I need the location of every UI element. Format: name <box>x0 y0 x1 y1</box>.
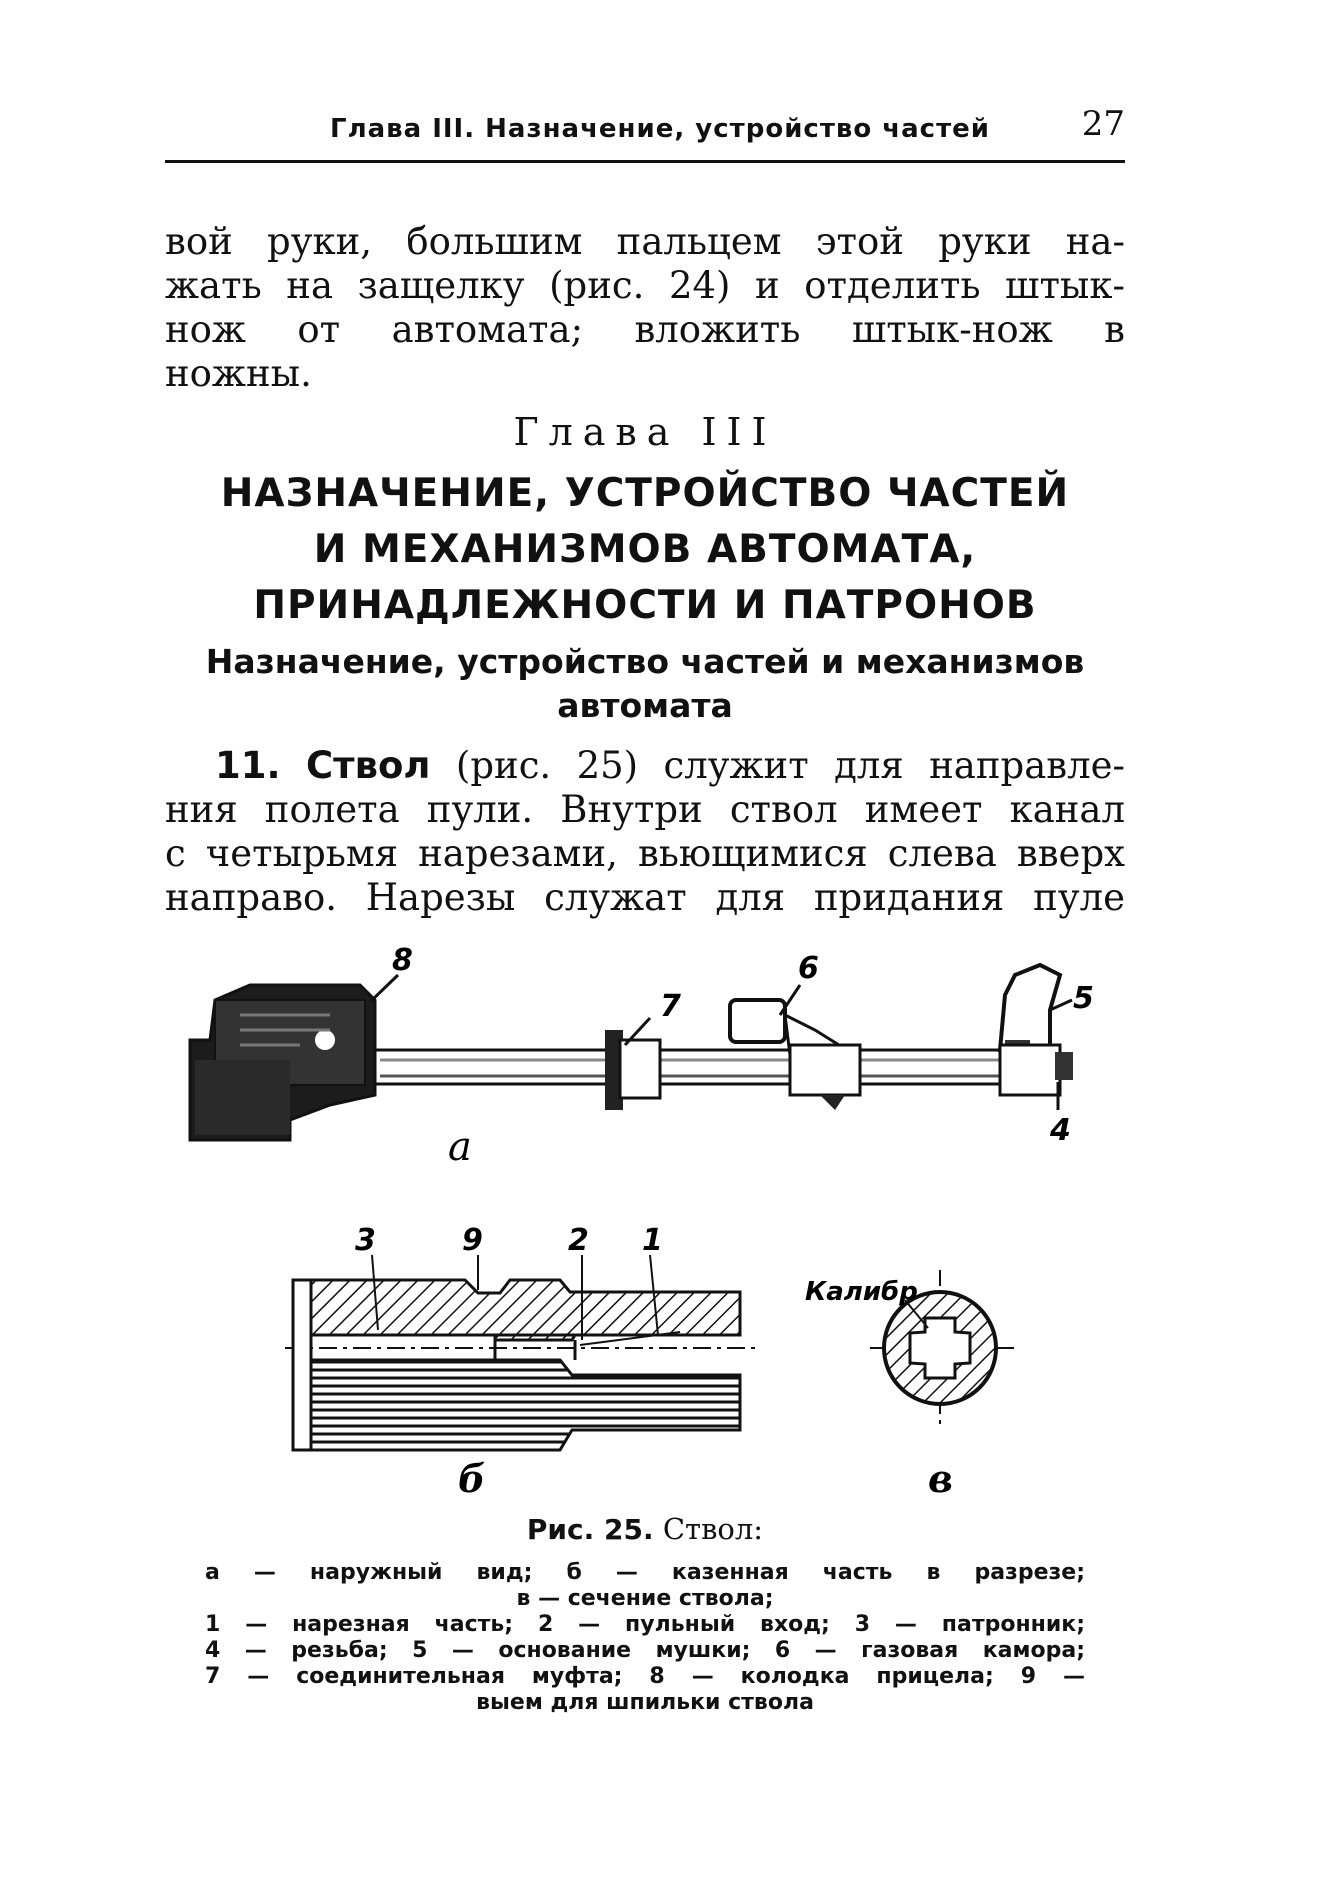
callout-5: 5 <box>1073 981 1094 1016</box>
figure-title: Ствол: <box>662 1512 764 1546</box>
gas-block <box>790 1045 860 1095</box>
text-line: жать на защелку (рис. 24) и отделить штык- <box>165 264 1125 307</box>
gas-block-lug <box>820 1095 845 1110</box>
front-sight-base <box>1000 1045 1060 1095</box>
breech-section-view <box>285 1223 760 1501</box>
coupling-body <box>620 1040 660 1098</box>
breech-face <box>293 1280 311 1450</box>
leader-line-8 <box>370 975 398 1002</box>
running-title: Глава III. Назначение, устройство частей <box>330 114 991 144</box>
sight-block-detail <box>315 1030 335 1050</box>
callout-2: 2 <box>568 1223 589 1258</box>
paragraph-line-rest: (рис. 25) служит для направле- <box>430 744 1125 787</box>
figure-caption-title <box>165 1512 1125 1546</box>
barrel-exterior-view <box>190 943 1094 1170</box>
chapter-title-line: ПРИНАДЛЕЖНОСТИ И ПАТРОНОВ <box>253 583 1037 628</box>
barrel-exterior-section <box>310 1360 740 1450</box>
receiver-stub <box>195 1060 290 1135</box>
text-line: вой руки, большим пальцем этой руки на- <box>165 220 1125 263</box>
callout-4: 4 <box>1050 1113 1071 1148</box>
chapter-title-line: НАЗНАЧЕНИЕ, УСТРОЙСТВО ЧАСТЕЙ <box>220 471 1070 516</box>
legend-line: выем для шпильки ствола <box>476 1690 814 1715</box>
front-sight-post <box>1000 965 1060 1050</box>
barrel-tube <box>375 1050 1055 1084</box>
text-line: с четырьмя нарезами, вьющимися слева вверх <box>165 832 1125 875</box>
callout-7: 7 <box>660 989 681 1024</box>
legend-line: 4 — резьба; 5 — основание мушки; 6 — газовая камора; <box>205 1638 1085 1663</box>
legend-line: 7 — соединительная муфта; 8 — колодка прицела; 9 — <box>205 1664 1085 1689</box>
paragraph-number: 11. <box>215 744 281 787</box>
legend-line: а — наружный вид; б — казенная часть в разрезе; <box>205 1560 1085 1585</box>
text-line: нож от автомата; вложить штык-нож в <box>165 308 1125 351</box>
callout-9: 9 <box>462 1223 483 1258</box>
page-number: 27 <box>1081 104 1125 144</box>
paragraph-term: Ствол <box>305 744 431 787</box>
caliber-label: Калибр <box>805 1277 918 1307</box>
legend-line: 1 — нарезная часть; 2 — пульный вход; 3 — патронник; <box>205 1612 1085 1637</box>
bore-cross-section-view <box>805 1270 1015 1501</box>
text-line: ножны. <box>165 352 312 395</box>
section-title-line: Назначение, устройство частей и механизмов <box>205 642 1085 681</box>
callout-1: 1 <box>642 1223 663 1258</box>
section-title-line: автомата <box>557 686 733 725</box>
view-c-label: в <box>928 1456 953 1501</box>
text-line: ния полета пули. Внутри ствол имеет канал <box>165 788 1125 831</box>
figure-number: Рис. 25. <box>526 1513 654 1546</box>
callout-6: 6 <box>798 951 819 986</box>
figure-legend <box>205 1560 1085 1716</box>
gas-cylinder <box>730 1000 785 1042</box>
view-a-label: а <box>448 1124 472 1170</box>
view-b-label: б <box>458 1456 486 1501</box>
callout-8: 8 <box>392 943 413 978</box>
chapter-title-line: И МЕХАНИЗМОВ АВТОМАТА, <box>313 527 977 572</box>
callout-3: 3 <box>355 1223 376 1258</box>
muzzle-thread <box>1055 1052 1073 1080</box>
text-line: направо. Нарезы служат для придания пуле <box>165 876 1125 919</box>
chapter-label: Глава III <box>513 410 777 454</box>
legend-line: в — сечение ствола; <box>516 1586 774 1611</box>
